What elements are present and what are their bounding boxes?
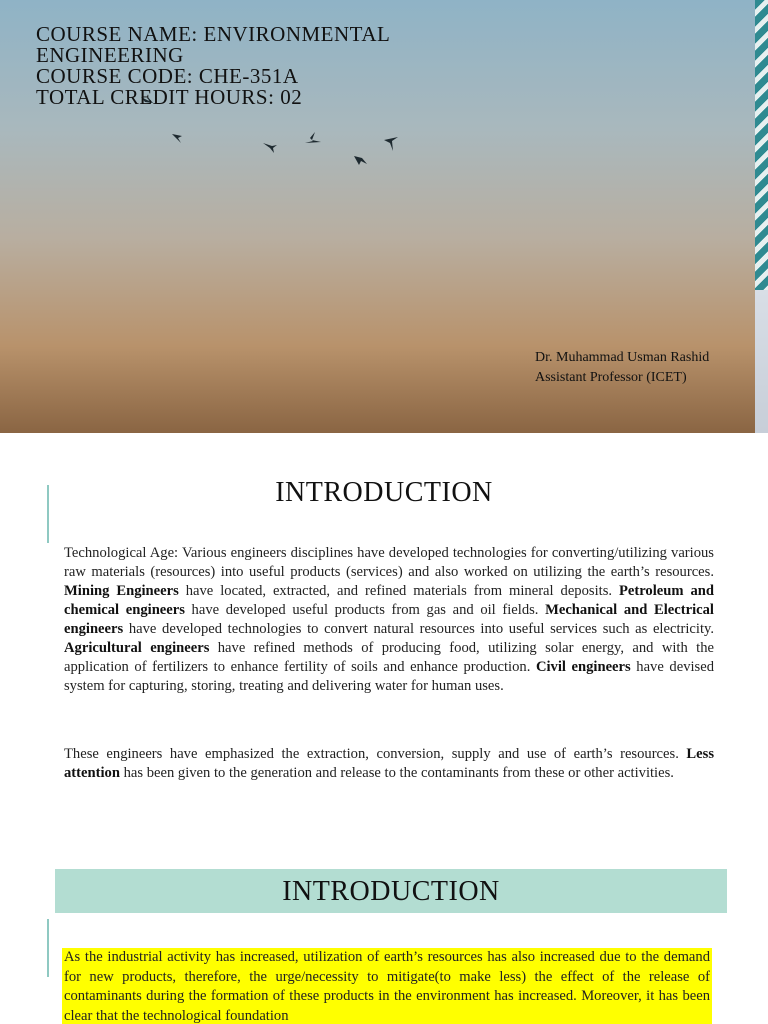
course-name-line2: ENGINEERING: [36, 43, 184, 67]
course-code: COURSE CODE: CHE-351A: [36, 64, 299, 88]
highlighted-paragraph: As the industrial activity has increased, utilization of earth’s resources has also increased due to the demand for new products, therefore, the urge/necessity to mitigate(to make less) the effect of the release of contaminants during the formation of these products in the environment has increased. Moreover, it has been clear that the technological foundation: [62, 948, 712, 1024]
bold-term: Civil engineers: [535, 659, 631, 675]
bird-icon: [384, 137, 398, 151]
intro-paragraph-2: [64, 745, 714, 783]
author-block: [535, 348, 709, 388]
text-run: have developed useful products from gas and oil fields.: [184, 602, 546, 618]
intro-paragraph-1: [64, 544, 714, 696]
text-run: Technological Age: Various engineers disciplines have developed technologies for converting/utilizing various raw materials (resources) into useful products (services) and also worked on utilizing the earth’s resources.: [64, 545, 714, 580]
text-run: have refined methods of producing food, utilizing solar energy, and with the application of fertilizers to enhance fertility of soils and enhance production.: [64, 640, 714, 675]
course-name-line1: COURSE NAME: ENVIRONMENTAL: [36, 22, 391, 46]
text-run: These engineers have emphasized the extraction, conversion, supply and use of earth’s resources.: [64, 746, 687, 762]
bold-term: Petroleum and chemical engineers: [64, 583, 715, 618]
bird-icon: [305, 132, 321, 143]
decorative-edge-strip: [755, 290, 768, 433]
author-name: Dr. Muhammad Usman Rashid: [535, 350, 710, 365]
slide-title: INTRODUCTION: [275, 477, 493, 508]
bold-term: Agricultural engineers: [64, 640, 210, 656]
bold-term: Mechanical and Electrical engineers: [64, 602, 714, 637]
bird-icon: [263, 143, 277, 153]
credit-hours: TOTAL CREDIT HOURS: 02: [36, 85, 303, 109]
text-run: have developed technologies to convert natural resources into useful services such as electricity.: [123, 621, 714, 637]
title-band: [55, 869, 727, 913]
introduction-slide-2: [0, 835, 768, 1024]
text-run: have located, extracted, and refined materials from mineral deposits.: [178, 583, 619, 599]
author-title: Assistant Professor (ICET): [535, 370, 687, 385]
title-slide: [0, 0, 768, 433]
bird-icon: [354, 156, 367, 165]
bold-term: Less attention: [64, 746, 714, 781]
accent-bar: [47, 919, 49, 977]
bold-term: Mining Engineers: [64, 583, 179, 599]
bird-icon: [172, 134, 182, 143]
course-info: [36, 24, 390, 108]
text-run: have devised system for capturing, storing, treating and delivering water for human uses.: [64, 659, 715, 694]
introduction-slide: [0, 433, 768, 835]
text-run: has been given to the generation and release to the contaminants from these or other activities.: [119, 765, 674, 781]
decorative-edge-pattern: [755, 0, 768, 290]
slide-title: INTRODUCTION: [282, 876, 500, 907]
